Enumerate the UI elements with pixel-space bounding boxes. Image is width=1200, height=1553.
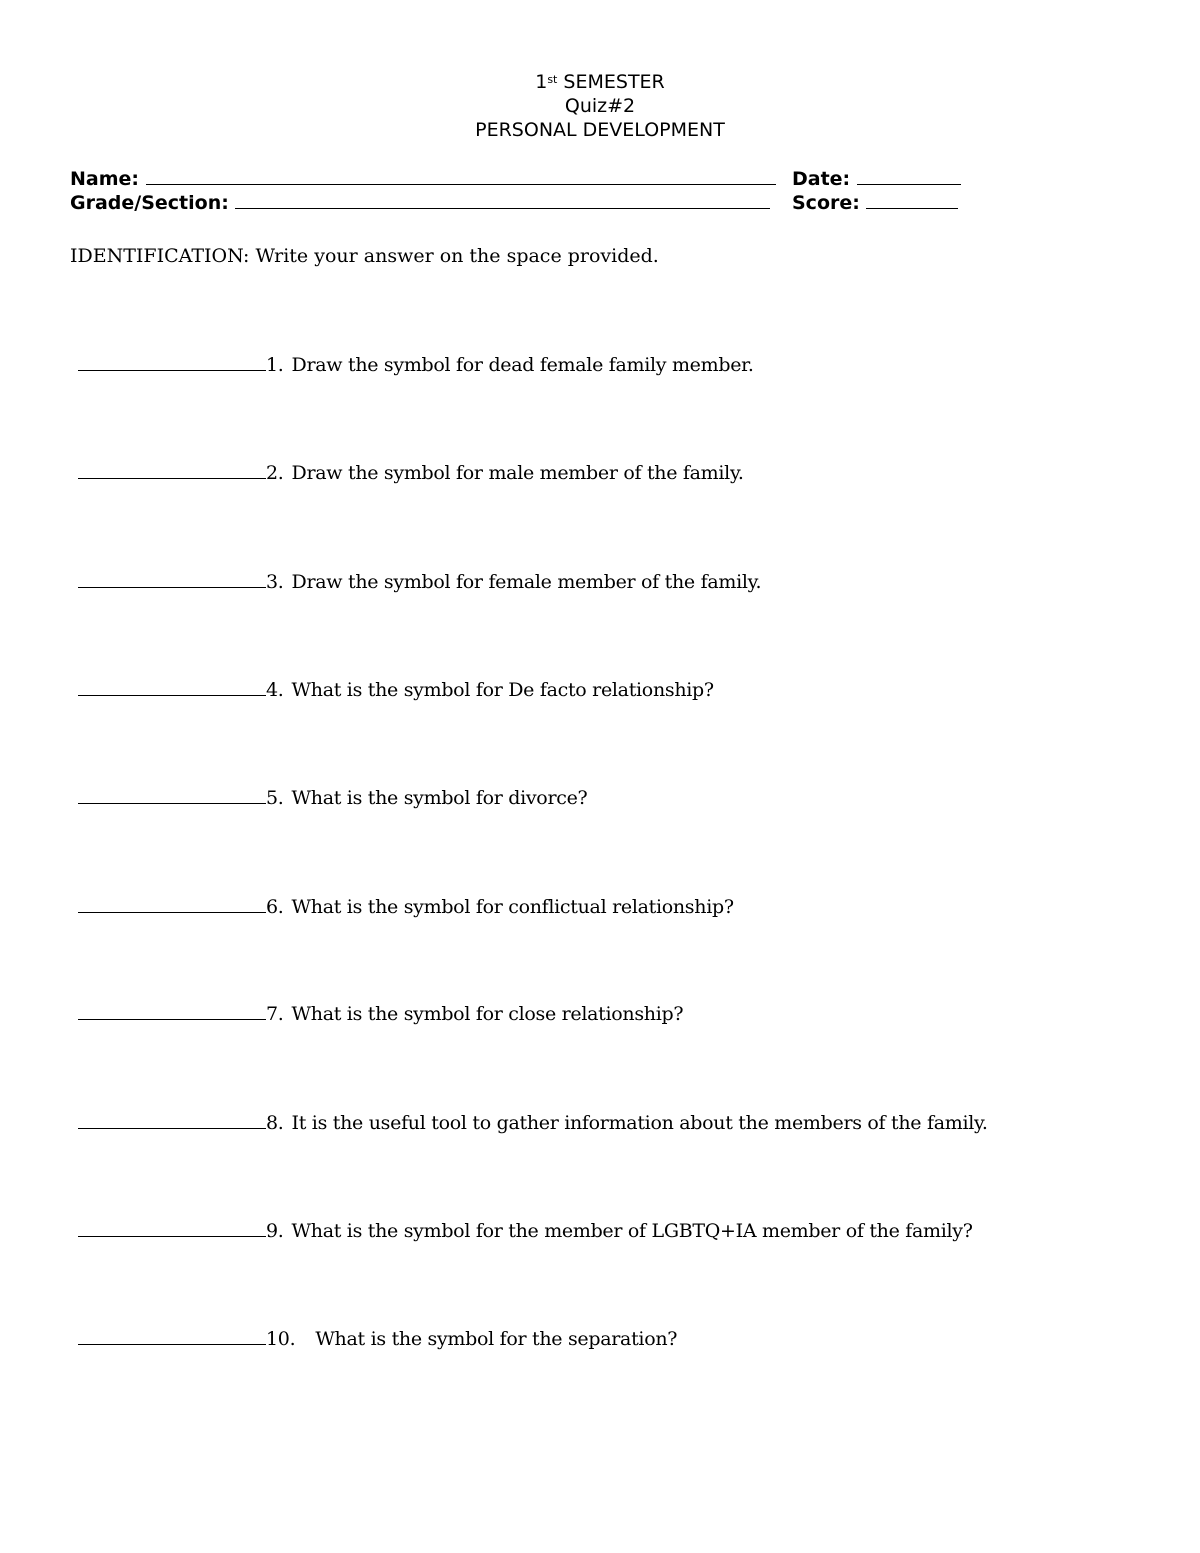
grade-section-label: Grade/Section: [70,192,229,214]
question-number: 7. [266,1003,284,1025]
quiz-title: Quiz#2 [564,95,636,117]
subject-title: PERSONAL DEVELOPMENT [475,119,725,141]
question-number: 9. [266,1220,284,1242]
question-text: What is the symbol for the separation? [315,1328,678,1350]
question-number: 4. [266,679,284,701]
question-item [78,1218,973,1243]
question-item [78,1110,988,1135]
question-number: 10. [266,1328,296,1350]
answer-line[interactable] [78,785,266,804]
date-label: Date: [792,168,851,190]
answer-line[interactable] [78,1326,266,1345]
semester-number: 1 [535,71,548,93]
question-item [78,460,744,485]
question-text: What is the symbol for conflictual relationship? [291,896,734,918]
question-number: 3. [266,571,284,593]
question-number: 2. [266,462,284,484]
answer-line[interactable] [78,894,266,913]
question-item [78,1326,677,1351]
answer-line[interactable] [78,677,266,696]
question-number: 1. [266,354,284,376]
question-text: What is the symbol for De facto relationship? [291,679,714,701]
answer-line[interactable] [78,460,266,479]
question-text: What is the symbol for the member of LGBTQ+IA member of the family? [291,1220,973,1242]
question-number: 8. [266,1112,284,1134]
name-label: Name: [70,168,140,190]
question-text: What is the symbol for divorce? [291,787,588,809]
question-item [78,677,714,702]
question-item [78,894,734,919]
question-text: Draw the symbol for female member of the family. [291,571,762,593]
question-number: 6. [266,896,284,918]
question-text: What is the symbol for close relationship? [291,1003,684,1025]
instructions: IDENTIFICATION: Write your answer on the space provided. [70,245,659,267]
answer-line[interactable] [78,569,266,588]
score-label: Score: [792,192,860,214]
question-item [78,1001,683,1026]
question-number: 5. [266,787,284,809]
answer-line[interactable] [78,352,266,371]
answer-line[interactable] [78,1110,266,1129]
question-text: Draw the symbol for male member of the family. [291,462,744,484]
question-text: Draw the symbol for dead female family member. [291,354,754,376]
question-item [78,352,754,377]
question-item [78,785,587,810]
question-text: It is the useful tool to gather information about the members of the family. [291,1112,988,1134]
answer-line[interactable] [78,1218,266,1237]
semester-word: SEMESTER [563,71,665,93]
question-item [78,569,761,594]
semester-suffix: st [547,73,558,86]
answer-line[interactable] [78,1001,266,1020]
